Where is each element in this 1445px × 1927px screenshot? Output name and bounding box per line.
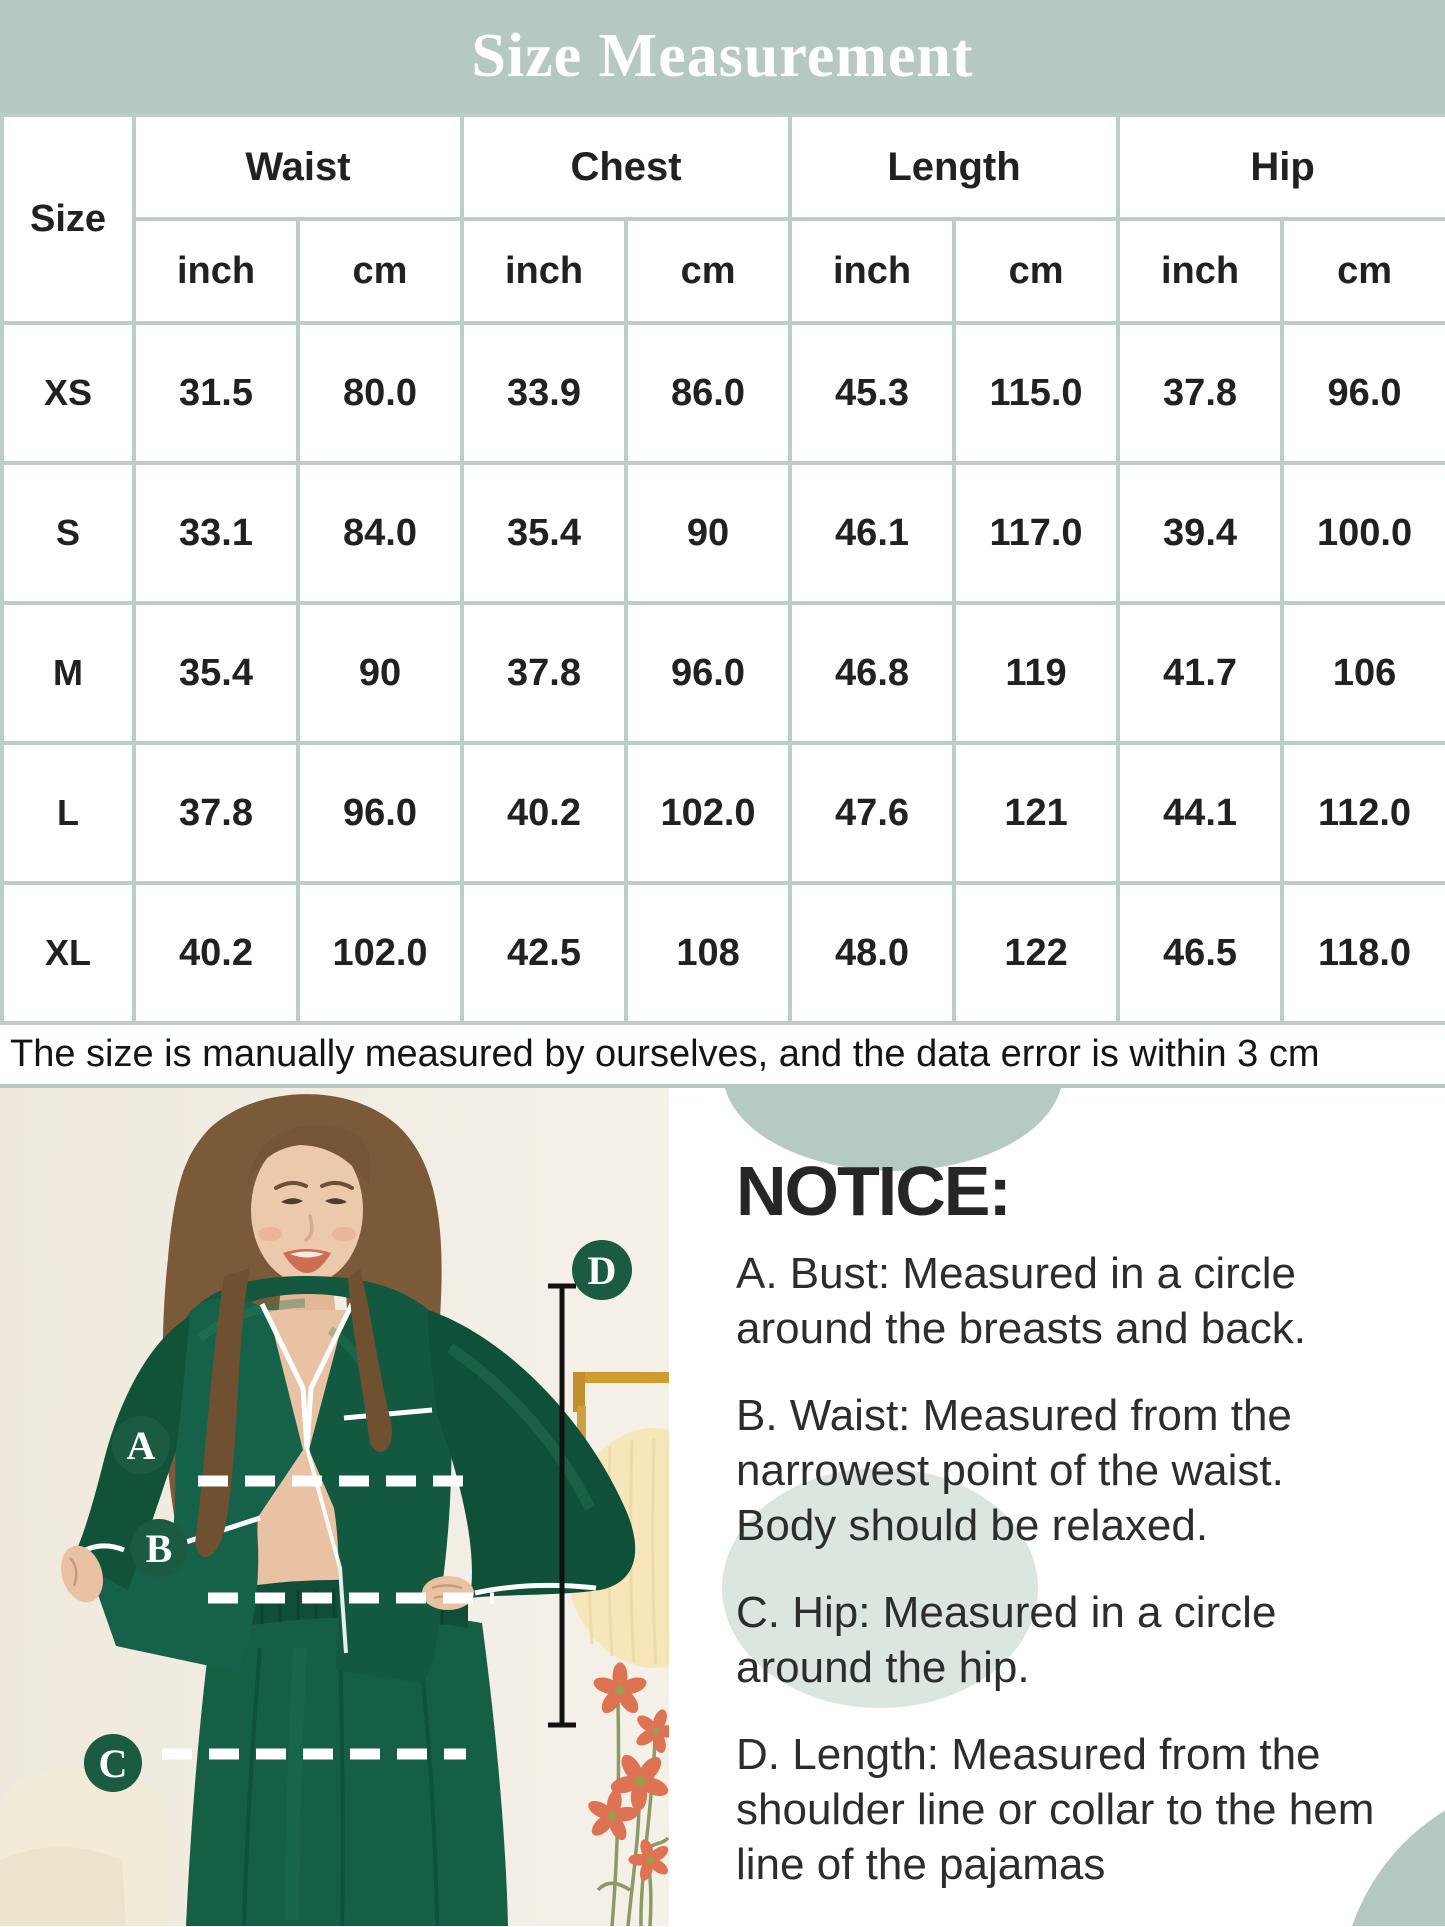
sofa	[0, 1768, 168, 1926]
unit-header-cm: cm	[626, 219, 790, 323]
table-unit-header-row	[2, 219, 1445, 323]
unit-header-inch: inch	[1118, 219, 1282, 323]
size-value-cell: 46.8	[790, 603, 954, 743]
banner-title: Size Measurement	[471, 22, 974, 90]
size-label: S	[2, 463, 134, 603]
size-value-cell: 42.5	[462, 883, 626, 1023]
group-header-length: Length	[790, 115, 1118, 219]
notice-line: line of the pajamas	[736, 1840, 1106, 1889]
notice-line: around the hip.	[736, 1643, 1030, 1692]
unit-header-cm: cm	[954, 219, 1118, 323]
size-value-cell: 41.7	[1118, 603, 1282, 743]
table-row-xs	[2, 323, 1445, 463]
size-value-cell: 90	[298, 603, 462, 743]
notice-item-hip	[736, 1585, 1436, 1695]
size-value-cell: 45.3	[790, 323, 954, 463]
group-header-waist: Waist	[134, 115, 462, 219]
unit-header-cm: cm	[1282, 219, 1445, 323]
table-row-m	[2, 603, 1445, 743]
size-value-cell: 108	[626, 883, 790, 1023]
notice-heading: NOTICE:	[736, 1152, 1010, 1230]
size-value-cell: 37.8	[1118, 323, 1282, 463]
measurement-note: The size is manually measured by ourselves, and the data error is within 3 cm	[0, 1025, 1445, 1088]
size-value-cell: 122	[954, 883, 1118, 1023]
table-group-header-row	[2, 115, 1445, 219]
size-value-cell: 112.0	[1282, 743, 1445, 883]
unit-header-inch: inch	[134, 219, 298, 323]
group-header-chest: Chest	[462, 115, 790, 219]
notice-line: narrowest point of the waist.	[736, 1446, 1284, 1495]
col-header-size: Size	[2, 115, 134, 323]
marker-c-label: C	[98, 1741, 128, 1786]
size-value-cell: 46.5	[1118, 883, 1282, 1023]
unit-header-cm: cm	[298, 219, 462, 323]
table-row-l	[2, 743, 1445, 883]
marker-a-label: A	[126, 1423, 156, 1468]
size-value-cell: 115.0	[954, 323, 1118, 463]
marker-b-label: B	[145, 1526, 173, 1571]
table-row-s	[2, 463, 1445, 603]
unit-header-inch: inch	[462, 219, 626, 323]
size-value-cell: 47.6	[790, 743, 954, 883]
size-value-cell: 86.0	[626, 323, 790, 463]
table-row-xl	[2, 883, 1445, 1023]
size-value-cell: 96.0	[626, 603, 790, 743]
size-value-cell: 102.0	[626, 743, 790, 883]
notice-line: B. Waist: Measured from the	[736, 1391, 1292, 1440]
group-header-hip: Hip	[1118, 115, 1445, 219]
size-label: XL	[2, 883, 134, 1023]
notice-line: around the breasts and back.	[736, 1304, 1306, 1353]
marker-d-label: D	[587, 1248, 617, 1293]
size-value-cell: 96.0	[298, 743, 462, 883]
size-table	[0, 113, 1445, 1025]
size-value-cell: 90	[626, 463, 790, 603]
notice-block	[736, 1088, 1436, 1892]
size-value-cell: 118.0	[1282, 883, 1445, 1023]
size-value-cell: 46.1	[790, 463, 954, 603]
size-value-cell: 102.0	[298, 883, 462, 1023]
size-label: L	[2, 743, 134, 883]
notice-line: A. Bust: Measured in a circle	[736, 1249, 1297, 1298]
size-value-cell: 35.4	[462, 463, 626, 603]
size-value-cell: 96.0	[1282, 323, 1445, 463]
notice-item-bust	[736, 1246, 1436, 1356]
size-value-cell: 35.4	[134, 603, 298, 743]
size-value-cell: 117.0	[954, 463, 1118, 603]
size-value-cell: 84.0	[298, 463, 462, 603]
size-value-cell: 48.0	[790, 883, 954, 1023]
size-value-cell: 37.8	[134, 743, 298, 883]
size-value-cell: 80.0	[298, 323, 462, 463]
model-photo	[0, 1088, 669, 1926]
size-value-cell: 44.1	[1118, 743, 1282, 883]
size-value-cell: 119	[954, 603, 1118, 743]
size-label: M	[2, 603, 134, 743]
size-value-cell: 33.1	[134, 463, 298, 603]
notice-item-waist	[736, 1388, 1436, 1553]
notice-line: C. Hip: Measured in a circle	[736, 1588, 1277, 1637]
notice-section	[0, 1088, 1445, 1926]
size-value-cell: 106	[1282, 603, 1445, 743]
size-value-cell: 39.4	[1118, 463, 1282, 603]
size-value-cell: 121	[954, 743, 1118, 883]
notice-line: shoulder line or collar to the hem	[736, 1785, 1375, 1834]
size-value-cell: 31.5	[134, 323, 298, 463]
notice-line: Body should be relaxed.	[736, 1501, 1209, 1550]
size-value-cell: 40.2	[134, 883, 298, 1023]
size-value-cell: 33.9	[462, 323, 626, 463]
unit-header-inch: inch	[790, 219, 954, 323]
notice-line: D. Length: Measured from the	[736, 1730, 1321, 1779]
size-value-cell: 37.8	[462, 603, 626, 743]
size-label: XS	[2, 323, 134, 463]
banner	[0, 0, 1445, 113]
size-value-cell: 40.2	[462, 743, 626, 883]
size-value-cell: 100.0	[1282, 463, 1445, 603]
notice-item-length	[736, 1727, 1436, 1892]
